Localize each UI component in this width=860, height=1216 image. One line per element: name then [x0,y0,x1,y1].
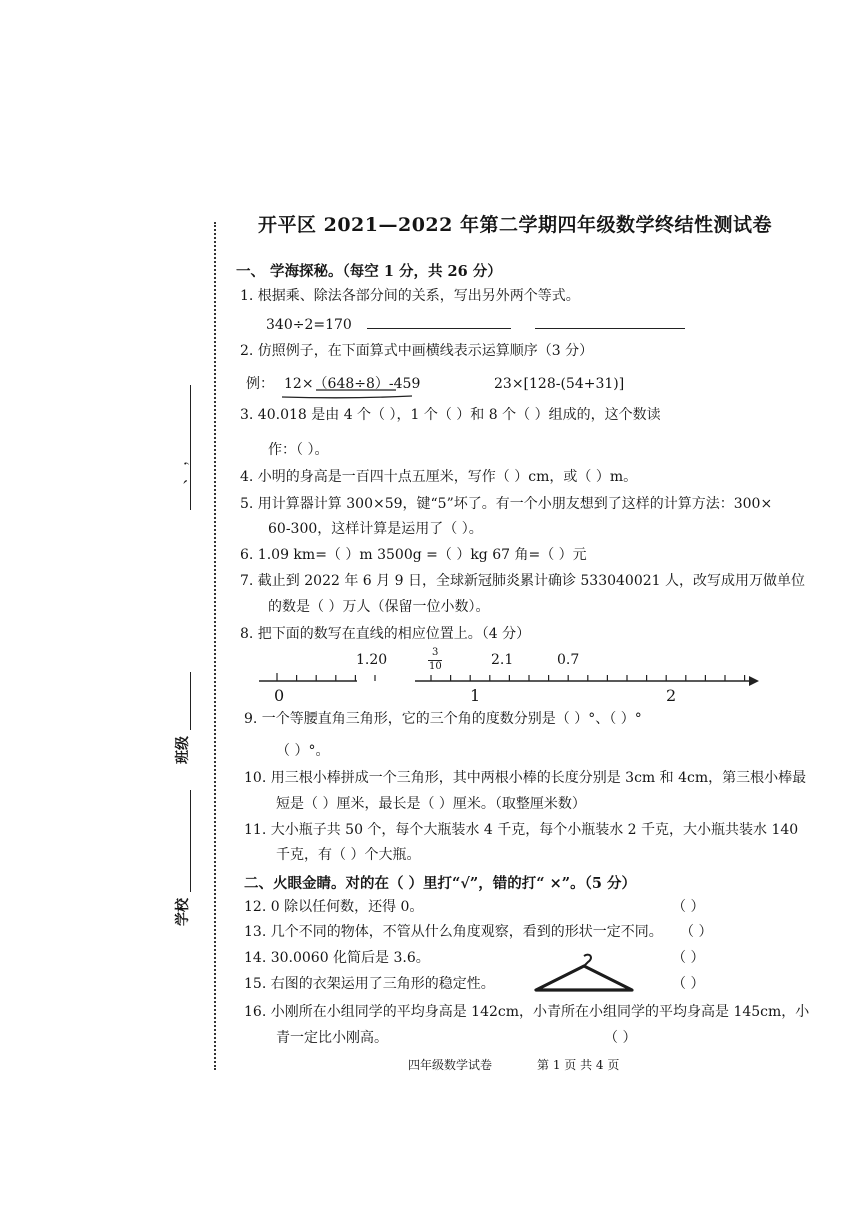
question-10-line-1: 10. 用三根小棒拼成一个三角形，其中两根小棒的长度分别是 3cm 和 4cm，第三根小棒最 [244,770,807,786]
binding-school-line [190,790,191,892]
question-2-task: 23×[128-(54+31)] [494,376,625,392]
question-12: 12. 0 除以任何数，还得 0。 [244,899,424,915]
footer-subject: 四年级数学试卷 [408,1058,493,1072]
binding-school-label: 学校 [175,898,191,926]
question-1-equation: 340÷2=170 [266,317,352,333]
question-11-line-2: 千克，有（ ）个大瓶。 [276,847,421,863]
question-13-answer-box[interactable]: （ ） [680,924,713,940]
question-2-example-underlines [280,386,420,400]
question-14: 14. 30.0060 化简后是 3.6。 [244,950,430,966]
section-1-header: 一、 学海探秘。（每空 1 分，共 26 分） [236,263,502,280]
question-5-line-1: 5. 用计算器计算 300×59，键“5”坏了。有一个小朋友想到了这样的计算方法：300× [240,496,773,512]
axis-label-1: 1 [470,686,481,705]
number-1-20: 1.20 [356,652,388,668]
question-9-line-2: （ ）°。 [276,743,330,759]
question-9-line-1: 9. 一个等腰直角三角形，它的三个角的度数分别是（ ）°、（ ）° [244,711,642,727]
axis-label-0: 0 [274,686,285,705]
binding-top-marks: 、 ， [174,451,191,485]
question-16-line-1: 16. 小刚所在小组同学的平均身高是 142cm，小青所在小组同学的平均身高是 145cm，小 [244,1004,810,1020]
number-0-7: 0.7 [557,652,580,668]
question-2-example-label: 例： [246,376,274,392]
question-1-answer-line-2[interactable] [535,328,685,329]
question-15-answer-box[interactable]: （ ） [672,976,705,992]
question-11-line-1: 11. 大小瓶子共 50 个，每个大瓶装水 4 千克，每个小瓶装水 2 千克，大小瓶共装水 140 [244,822,799,838]
question-1-answer-line-1[interactable] [367,328,511,329]
section-2-header: 二、火眼金睛。对的在（ ）里打“√”，错的打“ ×”。（5 分） [244,875,637,892]
question-8: 8. 把下面的数写在直线的相应位置上。（4 分） [240,626,531,642]
question-15: 15. 右图的衣架运用了三角形的稳定性。 [244,976,495,992]
hanger-icon [528,950,638,1000]
question-13: 13. 几个不同的物体，不管从什么角度观察，看到的形状一定不同。 [244,924,663,940]
binding-dotted-line [214,222,216,1070]
binding-class-label: 班级 [175,736,191,764]
question-16-line-2: 青一定比小刚高。 [276,1030,388,1046]
fraction-numerator: 3 [432,647,439,658]
question-2: 2. 仿照例子，在下面算式中画横线表示运算顺序（3 分） [240,343,594,359]
question-7-line-2: 的数是（ ）万人（保留一位小数）。 [268,599,490,615]
question-5-line-2: 60-300，这样计算是运用了（ ）。 [268,521,483,537]
question-3-line-1: 3. 40.018 是由 4 个（ ），1 个（ ）和 8 个（ ）组成的，这个数读 [240,407,661,423]
fraction-denominator: 10 [429,661,442,672]
question-7-line-1: 7. 截止到 2022 年 6 月 9 日，全球新冠肺炎累计确诊 533040021 人，改写成用万做单位 [240,573,806,589]
question-6: 6. 1.09 km=（ ）m 3500g =（ ）kg 67 角=（ ）元 [240,547,587,563]
footer-page-number: 第 1 页 共 4 页 [537,1058,620,1072]
question-1: 1. 根据乘、除法各部分间的关系，写出另外两个等式。 [240,288,580,304]
question-10-line-2: 短是（ ）厘米，最长是（ ）厘米。（取整厘米数） [276,796,586,812]
question-16-answer-box[interactable]: （ ） [604,1030,637,1046]
number-line [255,670,765,692]
question-4: 4. 小明的身高是一百四十点五厘米，写作（ ）cm，或（ ）m。 [240,469,638,485]
question-3-line-2: 作：（ ）。 [268,442,329,458]
question-12-answer-box[interactable]: （ ） [672,899,705,915]
number-line-arrow-icon [749,676,759,686]
question-2-example: 12×（648÷8）-459 [284,376,421,392]
exam-title: 开平区 2021—2022 年第二学期四年级数学终结性测试卷 [258,214,772,236]
axis-label-2: 2 [666,686,677,705]
question-14-answer-box[interactable]: （ ） [672,950,705,966]
binding-class-line [190,672,191,730]
number-2-1: 2.1 [491,652,514,668]
binding-name-line [190,385,191,510]
